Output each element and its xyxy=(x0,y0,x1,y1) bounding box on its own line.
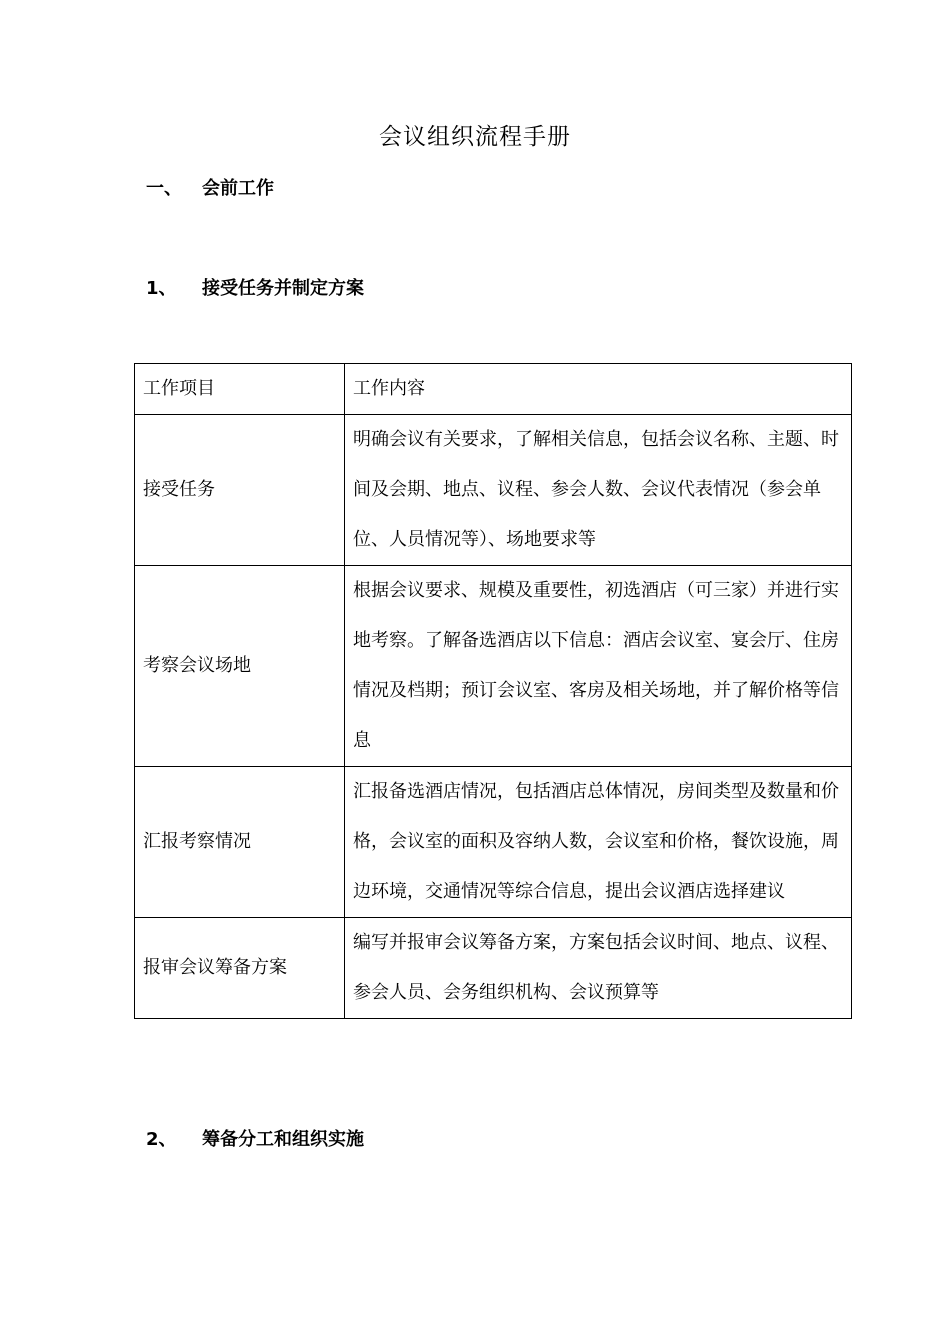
row-item: 报审会议筹备方案 xyxy=(135,918,345,1019)
page-title: 会议组织流程手册 xyxy=(379,124,571,150)
subsection-label: 筹备分工和组织实施 xyxy=(202,1129,364,1150)
header-work-item: 工作项目 xyxy=(135,364,345,415)
row-content: 编写并报审会议筹备方案，方案包括会议时间、地点、议程、参会人员、会务组织机构、会议预算等 xyxy=(345,918,852,1019)
table-row xyxy=(135,415,852,566)
row-content: 明确会议有关要求，了解相关信息，包括会议名称、主题、时间及会期、地点、议程、参会人数、会议代表情况（参会单位、人员情况等）、场地要求等 xyxy=(345,415,852,566)
row-content: 汇报备选酒店情况，包括酒店总体情况，房间类型及数量和价格，会议室的面积及容纳人数，会议室和价格，餐饮设施，周边环境，交通情况等综合信息，提出会议酒店选择建议 xyxy=(345,767,852,918)
row-content: 根据会议要求、规模及重要性，初选酒店（可三家）并进行实地考察。了解备选酒店以下信息：酒店会议室、宴会厅、住房情况及档期；预订会议室、客房及相关场地，并了解价格等信息 xyxy=(345,566,852,767)
table-row xyxy=(135,566,852,767)
subsection-label: 接受任务并制定方案 xyxy=(202,278,364,299)
table-row xyxy=(135,767,852,918)
table-header-row xyxy=(135,364,852,415)
subsection-heading-accept-task xyxy=(146,274,364,300)
section-label: 会前工作 xyxy=(202,178,274,199)
section-heading-pre-meeting xyxy=(146,174,274,200)
subsection-number: 1、 xyxy=(146,278,177,299)
row-item: 汇报考察情况 xyxy=(135,767,345,918)
table-row xyxy=(135,918,852,1019)
row-item: 接受任务 xyxy=(135,415,345,566)
row-item: 考察会议场地 xyxy=(135,566,345,767)
section-number: 一、 xyxy=(146,178,182,199)
subsection-number: 2、 xyxy=(146,1129,177,1150)
subsection-heading-preparation xyxy=(146,1125,364,1151)
header-work-content: 工作内容 xyxy=(345,364,852,415)
work-table xyxy=(134,363,852,1019)
